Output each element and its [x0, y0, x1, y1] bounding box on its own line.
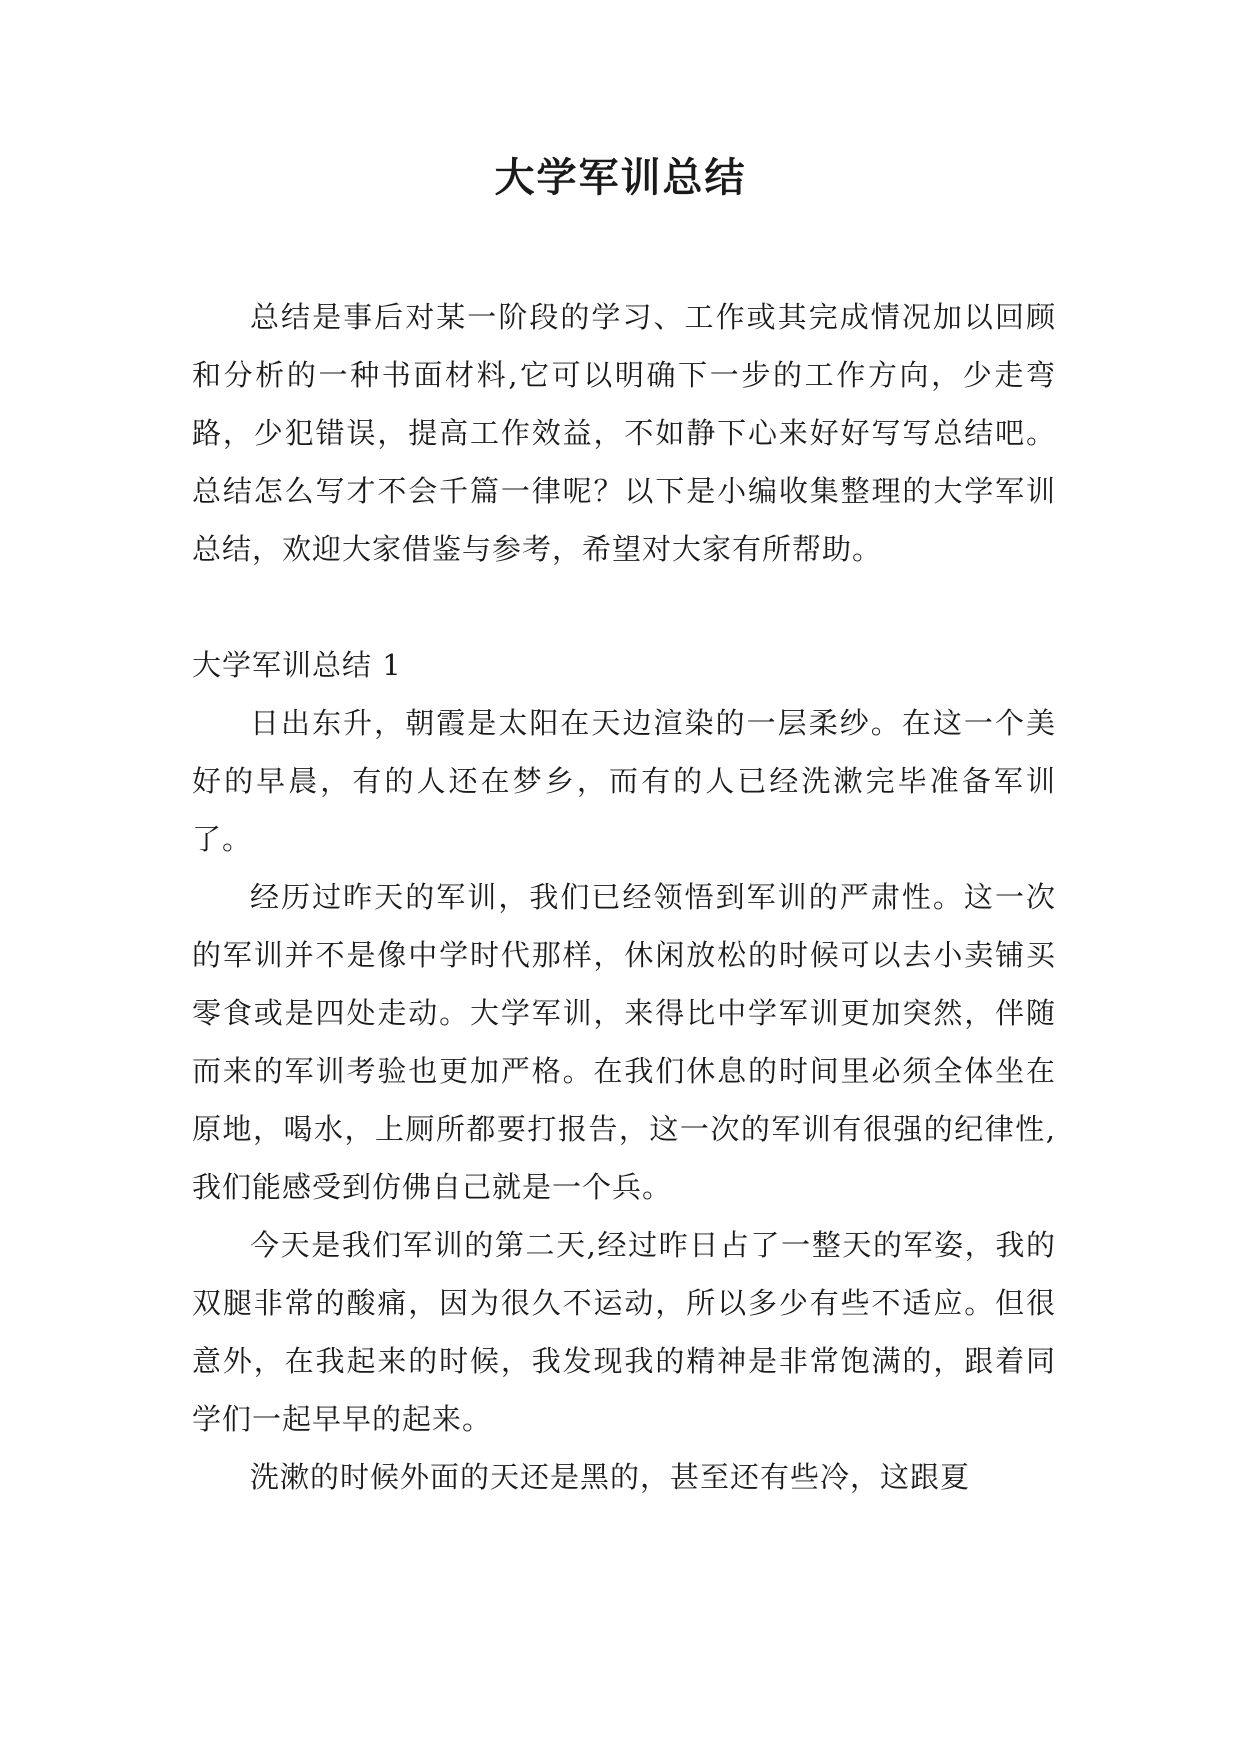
document-title: 大学军训总结 [494, 154, 747, 201]
body-paragraph: 经历过昨天的军训，我们已经领悟到军训的严肃性。这一次的军训并不是像中学时代那样，休闲放松的时候可以去小卖铺买零食或是四处走动。大学军训，来得比中学军训更加突然，伴随而来的军训考验也更加严格。在我们休息的时间里必须全体坐在原地，喝水，上厕所都要打报告，这一次的军训有很强的纪律性,我们能感受到仿佛自己就是一个兵。 [192, 880, 1056, 1204]
body-paragraph: 洗漱的时候外面的天还是黑的，甚至还有些冷，这跟夏 [250, 1460, 971, 1494]
body-paragraph: 日出东升，朝霞是太阳在天边渲染的一层柔纱。在这一个美好的早晨，有的人还在梦乡，而有的人已经洗漱完毕准备军训了。 [192, 706, 1056, 856]
section-heading: 大学军训总结 1 [192, 648, 402, 682]
body-paragraph: 今天是我们军训的第二天,经过昨日占了一整天的军姿，我的双腿非常的酸痛，因为很久不运动，所以多少有些不适应。但很意外，在我起来的时候，我发现我的精神是非常饱满的，跟着同学们一起早早的起来。 [192, 1228, 1056, 1436]
intro-paragraph: 总结是事后对某一阶段的学习、工作或其完成情况加以回顾和分析的一种书面材料,它可以明确下一步的工作方向，少走弯路，少犯错误，提高工作效益，不如静下心来好好写写总结吧。总结怎么写才不会千篇一律呢？以下是小编收集整理的大学军训总结，欢迎大家借鉴与参考，希望对大家有所帮助。 [192, 300, 1056, 566]
document-body [192, 288, 1056, 1506]
